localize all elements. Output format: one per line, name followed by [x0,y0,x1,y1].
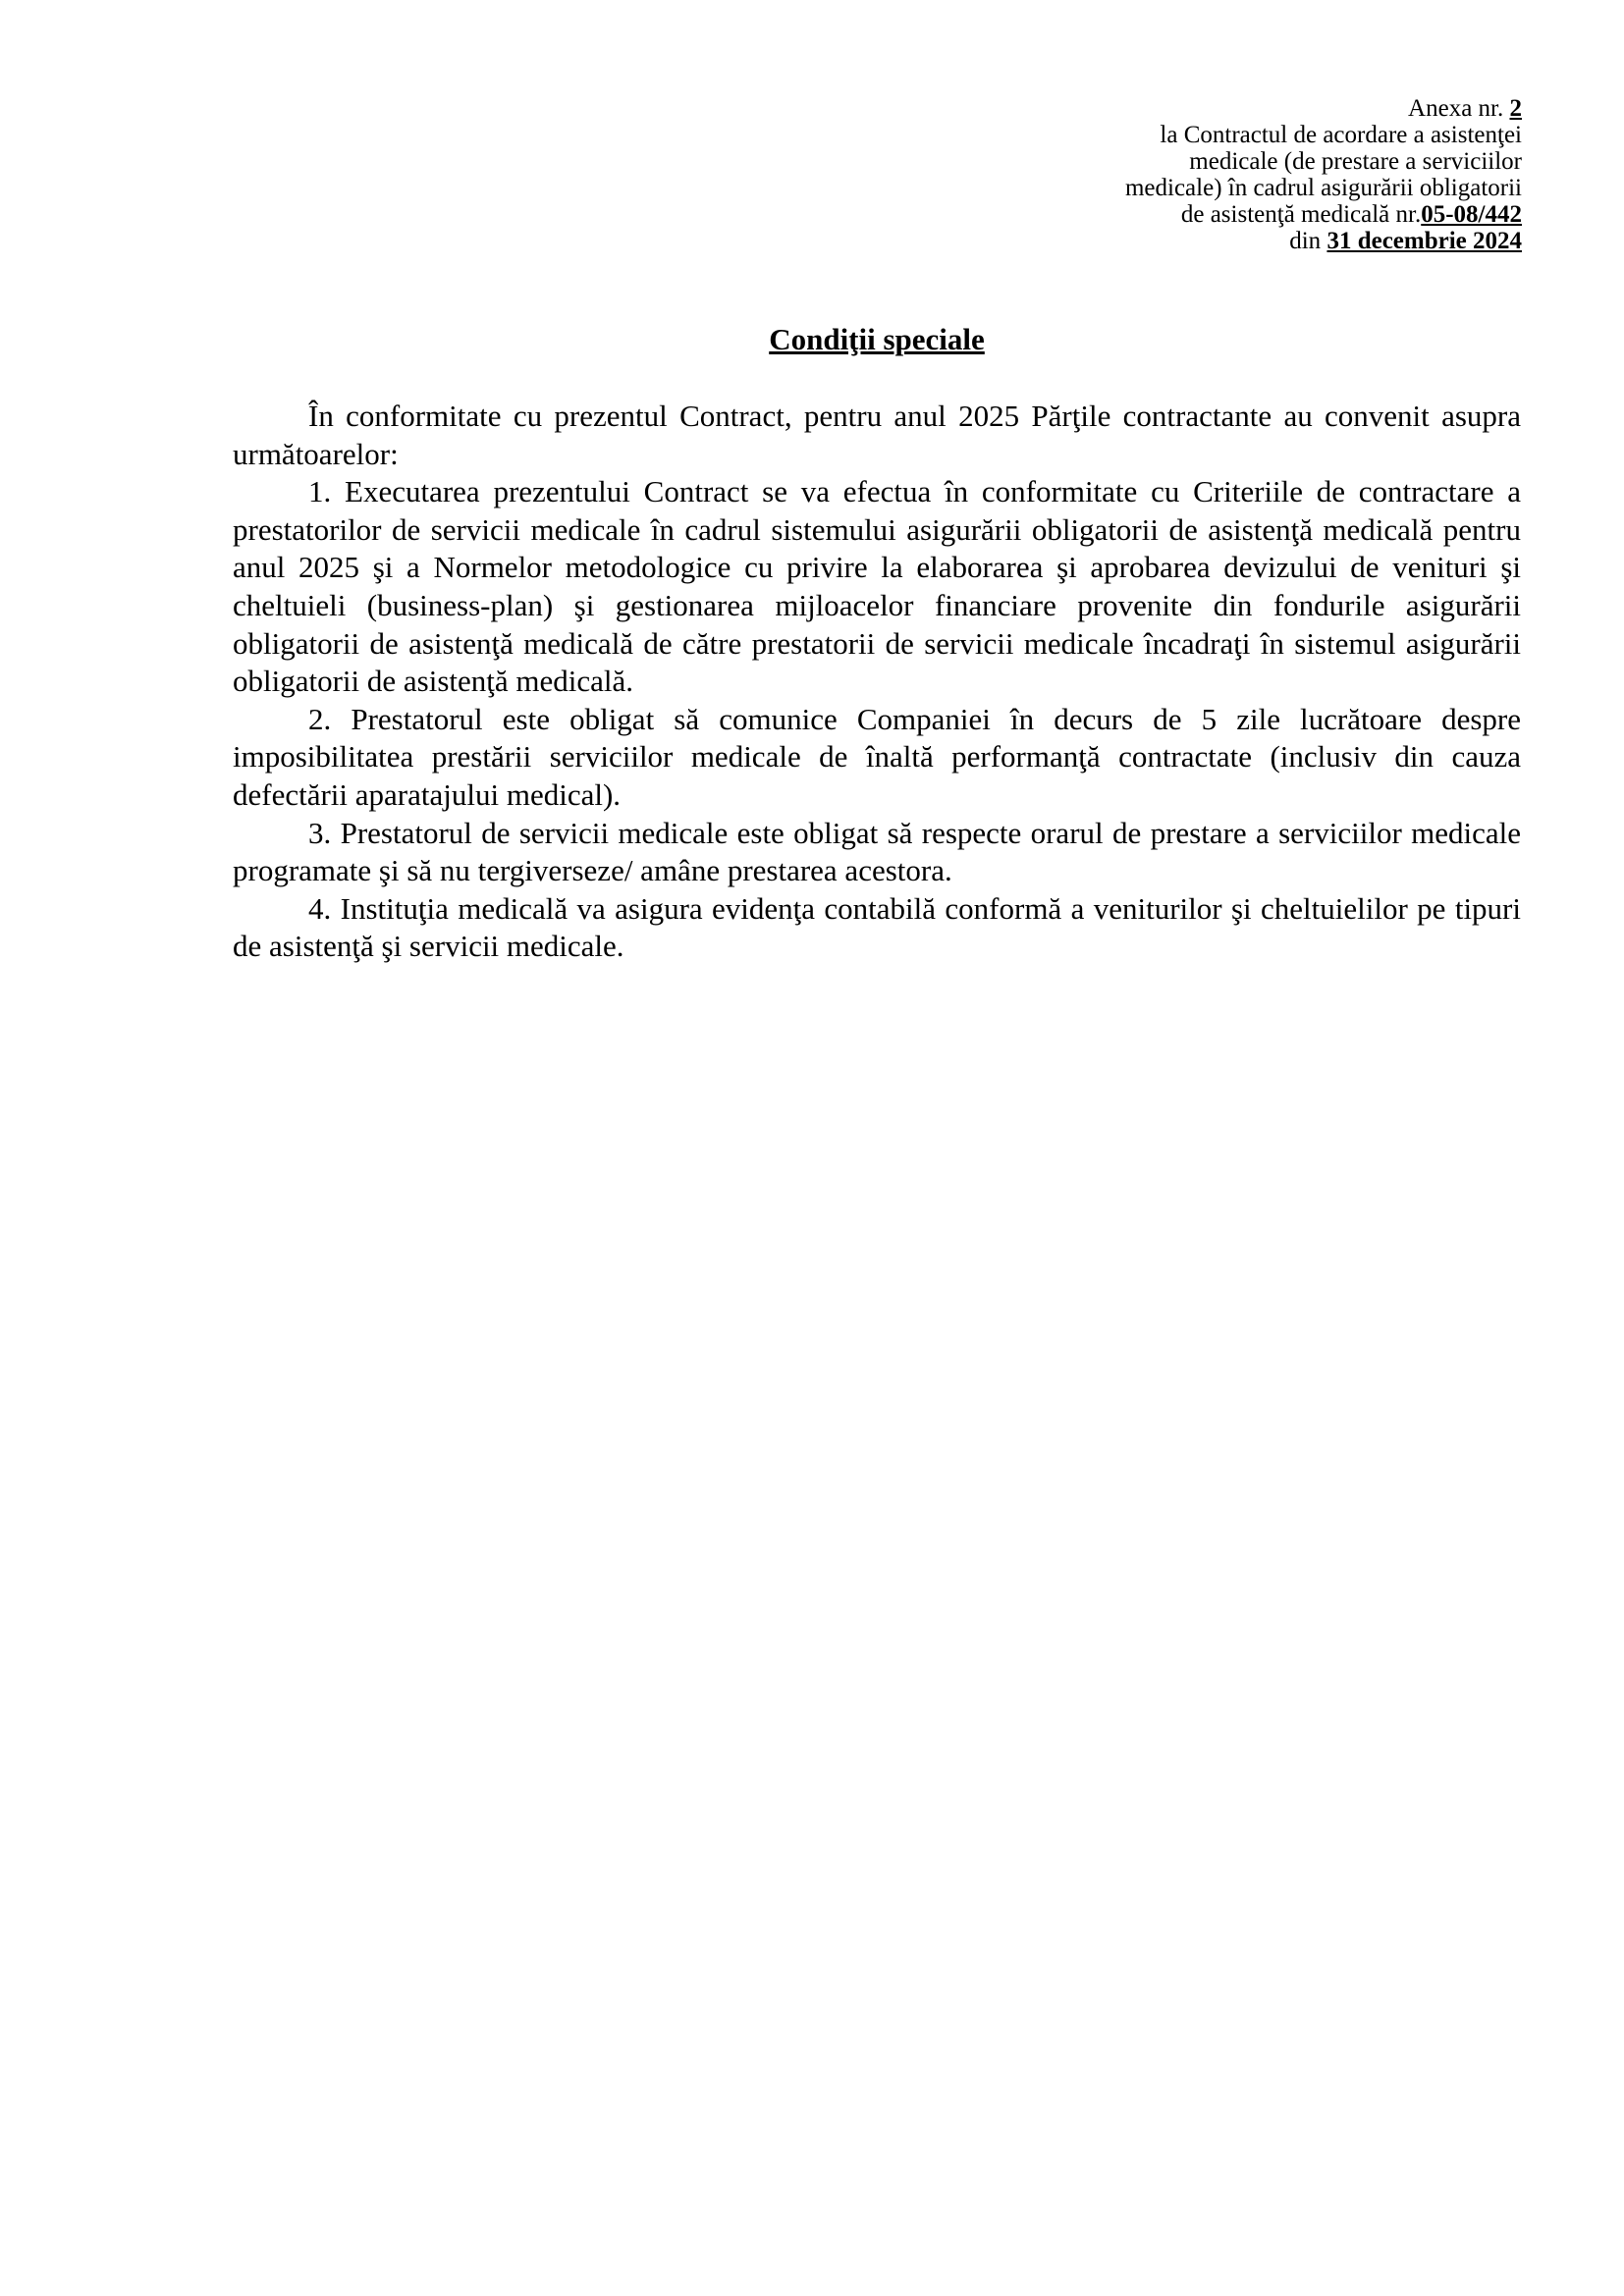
annex-number: 2 [1509,95,1522,122]
contract-number: 05-08/442 [1421,201,1522,228]
clause-3: 3. Prestatorul de servicii medicale este obligat să respecte orarul de prestare a serviciilor medicale programate şi să nu tergiverseze/ amâne prestarea acestora. [233,815,1521,888]
page-title: Condiţii speciale [769,322,985,356]
clause-1: 1. Executarea prezentului Contract se va efectua în conformitate cu Criteriile de contractare a prestatorilor de servicii medicale în cadrul sistemului asigurării obligatorii de asistenţă medicală pentru anul 2025 şi a Normelor metodologice cu privire la elaborarea şi aprobarea devizului de venituri şi cheltuieli (business-plan) şi gestionarea mijloacelor financiare provenite din fondurile asigurării obligatorii de asistenţă medicală de către prestatorii de servicii medicale încadraţi în sistemul asigurării obligatorii de asistenţă medicală. [233,474,1521,699]
annex-header [982,95,1522,254]
contract-date: 31 decembrie 2024 [1326,228,1522,254]
date-prefix: din [1289,228,1327,254]
annex-line-2: la Contractul de acordare a asistenţei [1160,122,1522,148]
annex-line-6 [982,228,1522,254]
annex-line-5 [982,201,1522,228]
annex-line-5-prefix: de asistenţă medicală nr. [1180,201,1422,228]
clause-4: 4. Instituţia medicală va asigura evidenţa contabilă conformă a veniturilor şi cheltuielilor pe tipuri de asistenţă şi servicii medicale. [233,890,1521,964]
document-body [233,398,1521,966]
intro-paragraph: În conformitate cu prezentul Contract, pentru anul 2025 Părţile contractante au convenit asupra următoarelor: [233,399,1521,471]
annex-prefix: Anexa nr. [1408,95,1510,122]
annex-line-3: medicale (de prestare a serviciilor [1189,148,1522,175]
annex-line-1 [982,95,1522,122]
clause-2: 2. Prestatorul este obligat să comunice Companiei în decurs de 5 zile lucrătoare despre imposibilitatea prestării serviciilor medicale de înaltă performanţă contractate (inclusiv din cauza defectării aparatajului medical). [233,701,1521,812]
annex-line-4: medicale) în cadrul asigurării obligatorii [1124,175,1522,201]
